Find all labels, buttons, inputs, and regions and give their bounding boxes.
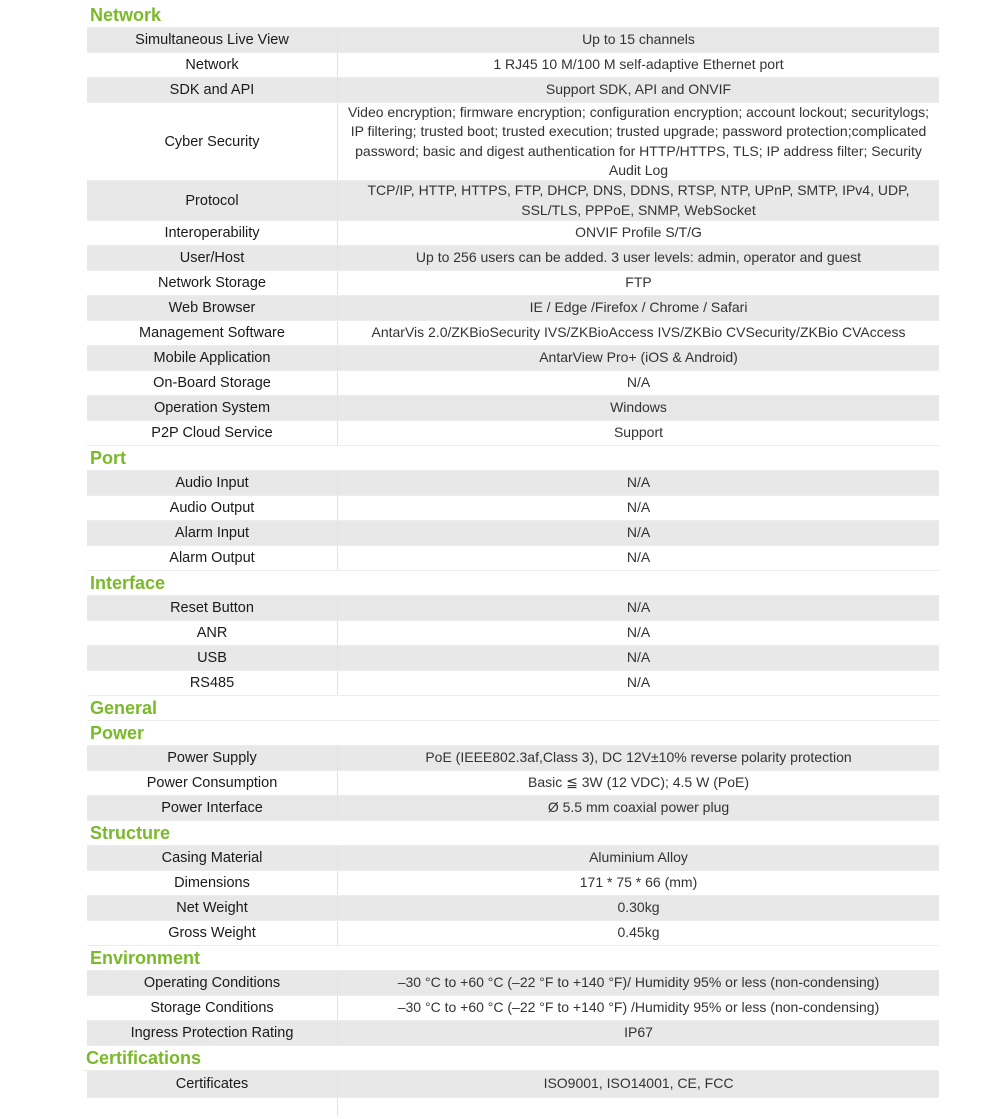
spec-row bbox=[87, 471, 939, 496]
spec-label: Gross Weight bbox=[87, 921, 338, 945]
spec-label: Power Interface bbox=[87, 796, 338, 820]
spec-row bbox=[87, 246, 939, 271]
spec-value: Up to 256 users can be added. 3 user levels: admin, operator and guest bbox=[415, 249, 862, 266]
spec-value: ISO9001, ISO14001, CE, FCC bbox=[543, 1075, 734, 1092]
spec-row bbox=[87, 371, 939, 396]
spec-value: N/A bbox=[626, 599, 651, 616]
spec-value: Video encryption; firmware encryption; configuration encryption; account lockout; securitylogs; IP filtering; trusted boot; trusted execution; trusted upgrade; password protection;complicated password; basic and digest authentication for HTTP/HTTPS, TLS; IP address filter; Security Audit Log bbox=[347, 103, 930, 178]
spec-label: Storage Conditions bbox=[87, 996, 338, 1020]
spec-row bbox=[87, 28, 939, 53]
spec-label: Audio Output bbox=[87, 496, 338, 520]
spec-label: Net Weight bbox=[87, 896, 338, 920]
spec-label: Cyber Security bbox=[87, 103, 338, 180]
spec-label: Interoperability bbox=[87, 221, 338, 245]
spec-value: FTP bbox=[625, 274, 652, 291]
spec-row bbox=[87, 996, 939, 1021]
spec-row bbox=[87, 496, 939, 521]
spec-label: On-Board Storage bbox=[87, 371, 338, 395]
spec-row bbox=[87, 53, 939, 78]
section-heading-network: Network bbox=[87, 3, 939, 28]
section-heading-general: General bbox=[87, 696, 939, 721]
spec-value: IP67 bbox=[624, 1024, 653, 1041]
spec-label: Network Storage bbox=[87, 271, 338, 295]
spec-row bbox=[87, 421, 939, 446]
spec-value: Support bbox=[613, 424, 664, 441]
spec-label: Protocol bbox=[87, 181, 338, 220]
spec-row bbox=[87, 596, 939, 621]
spec-row bbox=[87, 546, 939, 571]
spec-label: Audio Input bbox=[87, 471, 338, 495]
spec-label: Network bbox=[87, 53, 338, 77]
spec-value: PoE (IEEE802.3af,Class 3), DC 12V±10% reverse polarity protection bbox=[425, 749, 852, 766]
spec-row bbox=[87, 871, 939, 896]
spec-table bbox=[87, 3, 939, 1116]
spec-value: 171 * 75 * 66 (mm) bbox=[579, 874, 698, 891]
spec-value: 0.30kg bbox=[617, 899, 660, 916]
spec-label: RS485 bbox=[87, 671, 338, 695]
spec-value: 0.45kg bbox=[617, 924, 660, 941]
spec-value: Aluminium Alloy bbox=[589, 849, 688, 866]
spec-label: USB bbox=[87, 646, 338, 670]
spec-label: Alarm Output bbox=[87, 546, 338, 570]
spec-row bbox=[87, 78, 939, 103]
spec-label: Mobile Application bbox=[87, 346, 338, 370]
spec-label: Simultaneous Live View bbox=[87, 28, 338, 52]
spec-value: Support SDK, API and ONVIF bbox=[545, 81, 732, 98]
spec-row bbox=[87, 646, 939, 671]
spec-row bbox=[87, 1071, 939, 1098]
spec-label: Operating Conditions bbox=[87, 971, 338, 995]
table-tail-divider bbox=[87, 1098, 338, 1116]
spec-row bbox=[87, 771, 939, 796]
spec-value: AntarView Pro+ (iOS & Android) bbox=[539, 349, 738, 366]
spec-value: N/A bbox=[626, 624, 651, 641]
spec-row bbox=[87, 296, 939, 321]
spec-row bbox=[87, 321, 939, 346]
spec-value: 1 RJ45 10 M/100 M self-adaptive Ethernet port bbox=[493, 56, 784, 73]
spec-label: P2P Cloud Service bbox=[87, 421, 338, 445]
spec-value: TCP/IP, HTTP, HTTPS, FTP, DHCP, DNS, DDNS, RTSP, NTP, UPnP, SMTP, IPv4, UDP, SSL/TLS, PPPoE, SNMP, WebSocket bbox=[367, 182, 910, 218]
spec-label: ANR bbox=[87, 621, 338, 645]
spec-row bbox=[87, 921, 939, 946]
section-heading-environment: Environment bbox=[87, 946, 939, 971]
spec-label: Reset Button bbox=[87, 596, 338, 620]
spec-label: Power Supply bbox=[87, 746, 338, 770]
spec-value: N/A bbox=[626, 674, 651, 691]
spec-value: N/A bbox=[626, 499, 651, 516]
spec-row bbox=[87, 621, 939, 646]
spec-label: Casing Material bbox=[87, 846, 338, 870]
section-heading-structure: Structure bbox=[87, 821, 939, 846]
spec-row bbox=[87, 1021, 939, 1046]
spec-label: Ingress Protection Rating bbox=[87, 1021, 338, 1045]
spec-row bbox=[87, 271, 939, 296]
spec-row bbox=[87, 746, 939, 771]
spec-label: Certificates bbox=[87, 1071, 338, 1097]
section-heading-port: Port bbox=[87, 446, 939, 471]
spec-label: Web Browser bbox=[87, 296, 338, 320]
spec-row bbox=[87, 221, 939, 246]
spec-row bbox=[87, 796, 939, 821]
spec-value: IE / Edge /Firefox / Chrome / Safari bbox=[529, 299, 748, 316]
spec-row bbox=[87, 346, 939, 371]
spec-value: Up to 15 channels bbox=[582, 31, 695, 48]
section-heading-interface: Interface bbox=[87, 571, 939, 596]
spec-value: AntarVis 2.0/ZKBioSecurity IVS/ZKBioAccess IVS/ZKBio CVSecurity/ZKBio CVAccess bbox=[371, 324, 906, 341]
spec-label: Alarm Input bbox=[87, 521, 338, 545]
spec-value: Ø 5.5 mm coaxial power plug bbox=[547, 799, 730, 816]
spec-row bbox=[87, 396, 939, 421]
spec-value: N/A bbox=[626, 524, 651, 541]
spec-value: N/A bbox=[626, 374, 651, 391]
spec-row bbox=[87, 181, 939, 221]
spec-value: N/A bbox=[626, 474, 651, 491]
spec-row bbox=[87, 896, 939, 921]
spec-label: Power Consumption bbox=[87, 771, 338, 795]
spec-label: Management Software bbox=[87, 321, 338, 345]
spec-value: ONVIF Profile S/T/G bbox=[575, 224, 702, 241]
spec-value: –30 °C to +60 °C (–22 °F to +140 °F)/ Humidity 95% or less (non-condensing) bbox=[397, 974, 880, 991]
spec-row bbox=[87, 521, 939, 546]
spec-row bbox=[87, 846, 939, 871]
spec-value: N/A bbox=[626, 549, 651, 566]
spec-row bbox=[87, 671, 939, 696]
spec-row bbox=[87, 103, 939, 181]
spec-label: User/Host bbox=[87, 246, 338, 270]
spec-value: N/A bbox=[626, 649, 651, 666]
spec-value: Windows bbox=[610, 399, 667, 416]
spec-label: Dimensions bbox=[87, 871, 338, 895]
section-heading-power: Power bbox=[87, 721, 939, 746]
spec-label: SDK and API bbox=[87, 78, 338, 102]
spec-value: –30 °C to +60 °C (–22 °F to +140 °F) /Humidity 95% or less (non-condensing) bbox=[397, 999, 880, 1016]
section-heading-certifications: Certifications bbox=[83, 1046, 939, 1071]
spec-value: Basic ≦ 3W (12 VDC); 4.5 W (PoE) bbox=[528, 774, 749, 791]
spec-row bbox=[87, 971, 939, 996]
spec-label: Operation System bbox=[87, 396, 338, 420]
